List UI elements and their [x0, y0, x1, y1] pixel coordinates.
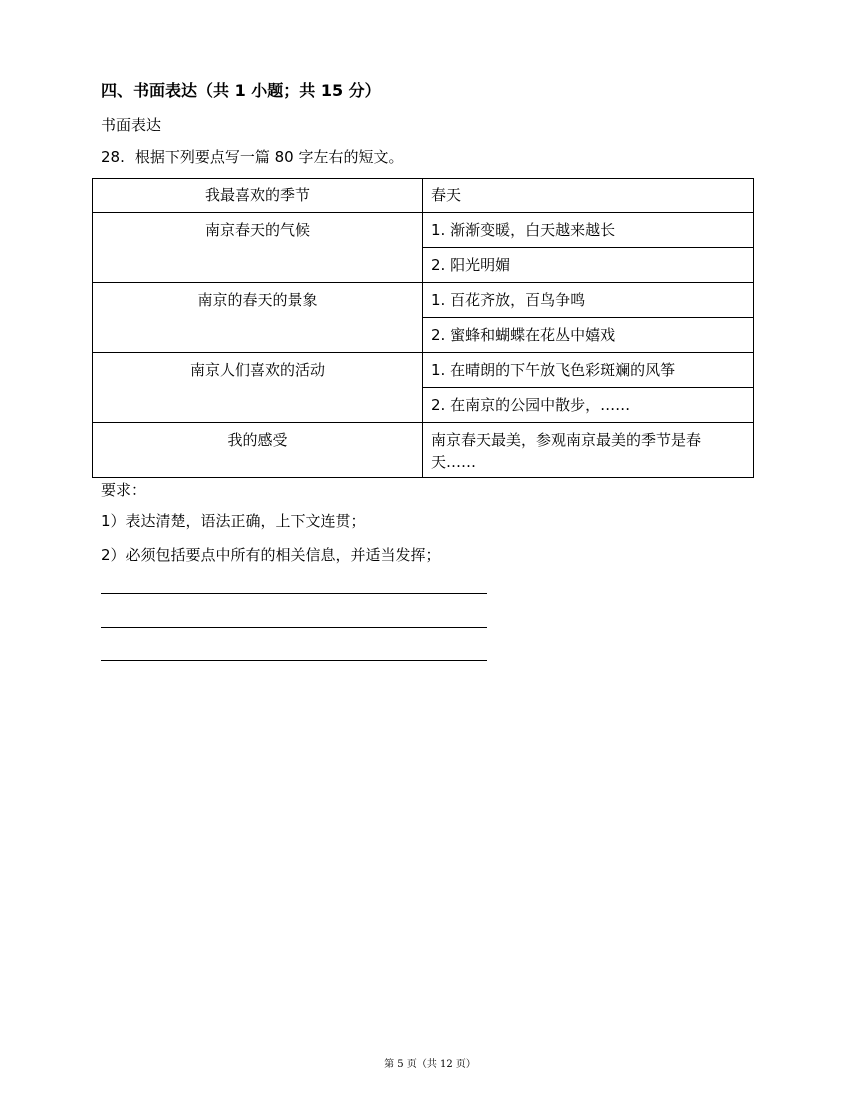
- page-footer: 第 5 页（共 12 页）: [384, 1059, 476, 1070]
- table-row: [93, 213, 754, 248]
- point-cell: 2. 在南京的公园中散步，……: [423, 388, 754, 423]
- point-cell: 1. 渐渐变暖，白天越来越长: [423, 213, 754, 248]
- topic-cell: 南京人们喜欢的活动: [93, 353, 423, 423]
- point-cell: 1. 百花齐放，百鸟争鸣: [423, 283, 754, 318]
- point-cell: 南京春天最美，参观南京最美的季节是春天……: [423, 423, 754, 478]
- table-row: [93, 283, 754, 318]
- writing-outline-table: [92, 178, 754, 478]
- point-cell: 2. 阳光明媚: [423, 248, 754, 283]
- answer-line[interactable]: [101, 627, 487, 628]
- topic-cell: 我的感受: [93, 423, 423, 478]
- section-title: 四、书面表达（共 1 小题；共 15 分）: [101, 81, 381, 100]
- requirements-title: 要求：: [101, 481, 147, 499]
- table-row: [93, 179, 754, 213]
- table-header-right: 春天: [423, 179, 754, 213]
- question-text: 根据下列要点写一篇 80 字左右的短文。: [134, 148, 404, 166]
- requirement-item: 2）必须包括要点中所有的相关信息，并适当发挥；: [101, 546, 441, 564]
- question-prompt: [101, 146, 403, 168]
- topic-cell: 南京春天的气候: [93, 213, 423, 283]
- table-row: [93, 423, 754, 478]
- table-row: [93, 353, 754, 388]
- section-subheading: 书面表达: [101, 116, 162, 134]
- answer-line[interactable]: [101, 593, 487, 594]
- question-number: 28.: [101, 148, 125, 166]
- point-cell: 2. 蜜蜂和蝴蝶在花丛中嬉戏: [423, 318, 754, 353]
- answer-line[interactable]: [101, 660, 487, 661]
- table-header-left: 我最喜欢的季节: [93, 179, 423, 213]
- topic-cell: 南京的春天的景象: [93, 283, 423, 353]
- requirement-item: 1）表达清楚，语法正确，上下文连贯；: [101, 512, 366, 530]
- point-cell: 1. 在晴朗的下午放飞色彩斑斓的风筝: [423, 353, 754, 388]
